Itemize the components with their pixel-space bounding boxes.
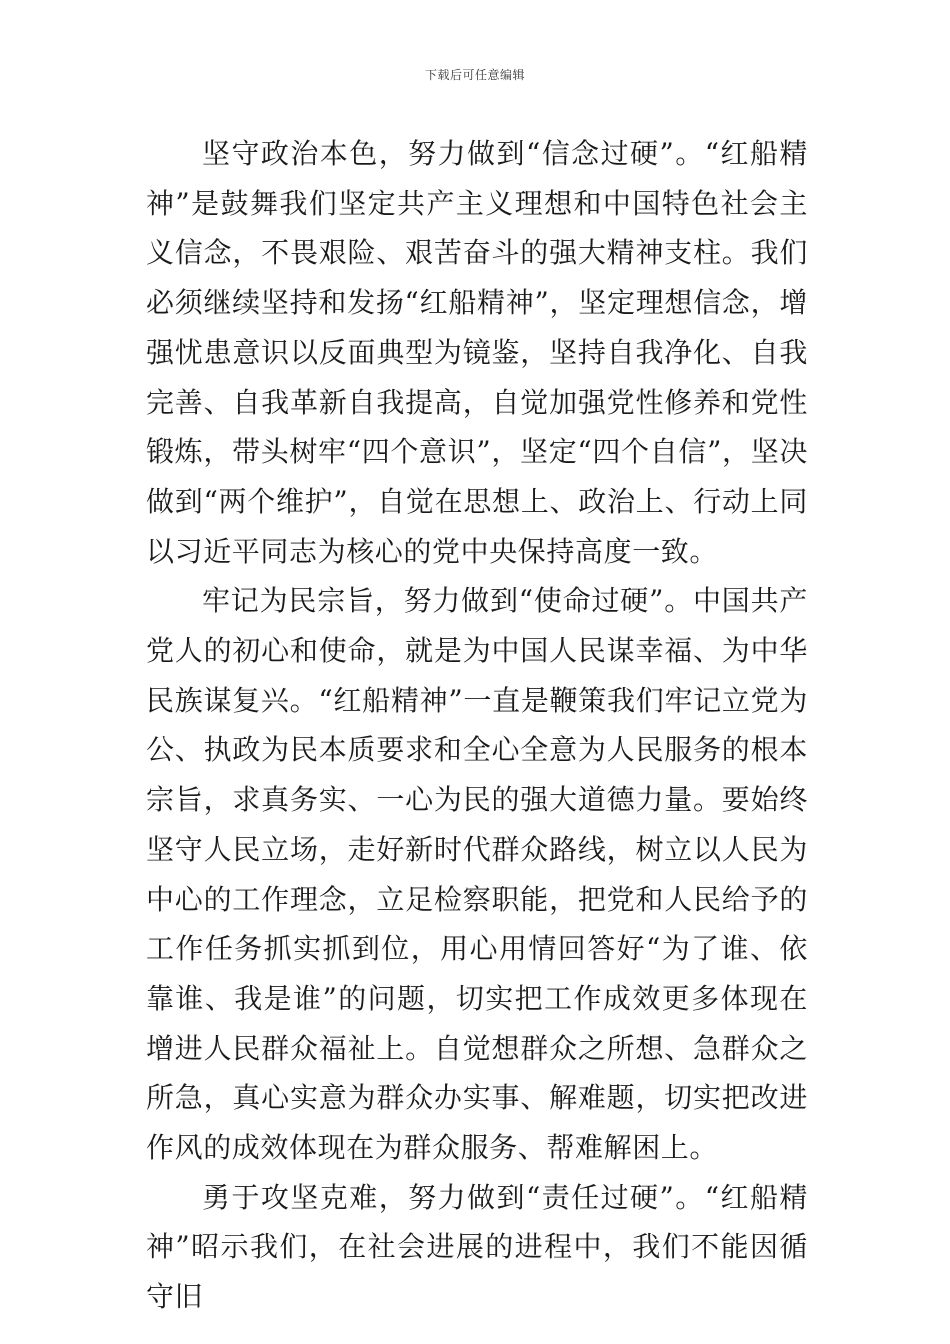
page-header-note: 下载后可任意编辑 xyxy=(424,68,525,82)
paragraph-responsibility: 勇于攻坚克难，努力做到“责任过硬”。“红船精神”昭示我们，在社会进展的进程中，我们不能因循守旧 xyxy=(146,1180,808,1314)
paragraph-mission: 牢记为民宗旨，努力做到“使命过硬”。中国共产党人的初心和使命，就是为中国人民谋幸福、为中华民族谋复兴。“红船精神”一直是鞭策我们牢记立党为公、执政为民本质要求和全心全意为人民服务的根本宗旨，求真务实、一心为民的强大道德力量。要始终坚守人民立场，走好新时代群众路线，树立以人民为中心的工作理念，立足检察职能，把党和人民给予的工作任务抓实抓到位，用心用情回答好“为了谁、依靠谁、我是谁”的问题，切实把工作成效更多体现在增进人民群众福祉上。自觉想群众之所想、急群众之所急，真心实意为群众办实事、解难题，切实把改进作风的成效体现在为群众服务、帮难解困上。 xyxy=(146,584,808,1165)
paragraph-belief: 坚守政治本色，努力做到“信念过硬”。“红船精神”是鼓舞我们坚定共产主义理想和中国特色社会主义信念，不畏艰险、艰苦奋斗的强大精神支柱。我们必须继续坚持和发扬“红船精神”，坚定理想信念，增强忧患意识以反面典型为镜鉴，坚持自我净化、自我完善、自我革新自我提高，自觉加强党性修养和党性锻炼，带头树牢“四个意识”，坚定“四个自信”，坚决做到“两个维护”，自觉在思想上、政治上、行动上同以习近平同志为核心的党中央保持高度一致。 xyxy=(146,137,808,568)
document-body xyxy=(146,129,808,1322)
